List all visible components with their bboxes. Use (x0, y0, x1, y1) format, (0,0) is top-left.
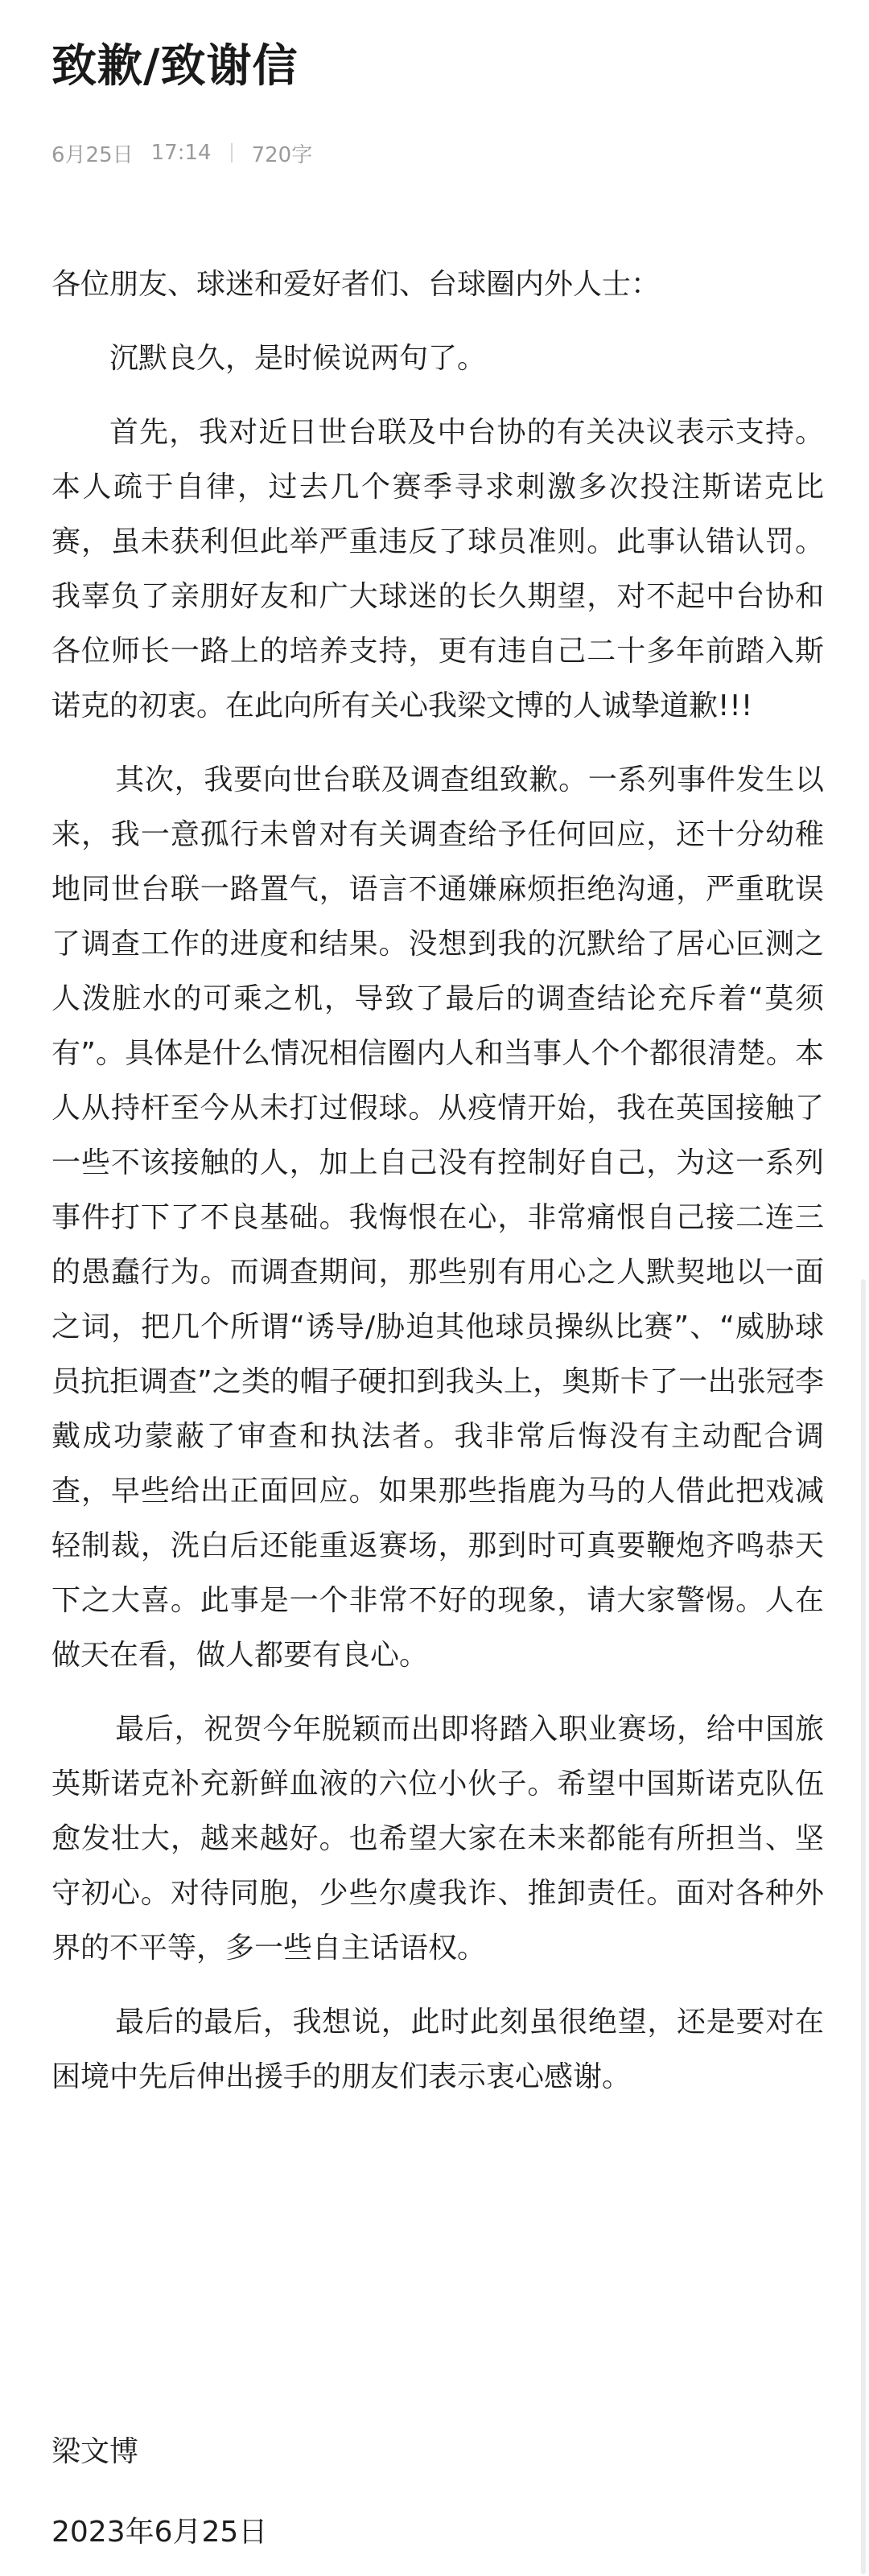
article-meta (51, 137, 824, 169)
article-body (51, 257, 824, 2105)
signed-date: 2023年6月25日 (51, 2516, 268, 2549)
signature: 梁文博 (51, 2435, 139, 2468)
paragraph-opening: 沉默良久，是时候说两句了。 (109, 342, 487, 375)
article-title: 致歉/致谢信 (51, 40, 299, 93)
paragraph-third: 最后，祝贺今年脱颖而出即将踏入职业赛场，给中国旅英斯诺克补充新鲜血液的六位小伙子。希望中国斯诺克队伍愈发壮大，越来越好。也希望大家在未来都能有所担当、坚守初心。对待同胞，少些尔虞我诈、推卸责任。面对各种外界的不平等，多一些自主话语权。 (51, 1713, 824, 1965)
publish-date: 6月25日 (51, 142, 134, 167)
paragraph-final: 最后的最后，我想说，此时此刻虽很绝望，还是要对在困境中先后伸出援手的朋友们表示衷心感谢。 (51, 2006, 824, 2093)
meta-divider (231, 143, 233, 163)
paragraph-second: 其次，我要向世台联及调查组致歉。一系列事件发生以来，我一意孤行未曾对有关调查给予任何回应，还十分幼稚地同世台联一路置气，语言不通嫌麻烦拒绝沟通，严重耽误了调查工作的进度和结果。没想到我的沉默给了居心叵测之人泼脏水的可乘之机，导致了最后的调查结论充斥着“莫须有”。具体是什么情况相信圈内人和当事人个个都很清楚。本人从持杆至今从未打过假球。从疫情开始，我在英国接触了一些不该接触的人，加上自己没有控制好自己，为这一系列事件打下了不良基础。我悔恨在心，非常痛恨自己接二连三的愚蠢行为。而调查期间，那些别有用心之人默契地以一面之词，把几个所谓“诱导/胁迫其他球员操纵比赛”、“威胁球员抗拒调查”之类的帽子硬扣到我头上，奥斯卡了一出张冠李戴成功蒙蔽了审查和执法者。我非常后悔没有主动配合调查，早些给出正面回应。如果那些指鹿为马的人借此把戏减轻制裁，洗白后还能重返赛场，那到时可真要鞭炮齐鸣恭天下之大喜。此事是一个非常不好的现象，请大家警惕。人在做天在看，做人都要有良心。 (51, 763, 824, 1672)
publish-time: 17:14 (150, 141, 212, 165)
scrollbar-track[interactable] (861, 1279, 866, 2574)
word-count: 720字 (251, 142, 313, 167)
paragraph-first: 首先，我对近日世台联及中台协的有关决议表示支持。本人疏于自律，过去几个赛季寻求刺激多次投注斯诺克比赛，虽未获利但此举严重违反了球员准则。此事认错认罚。我辜负了亲朋好友和广大球迷的长久期望，对不起中台协和各位师长一路上的培养支持，更有违自己二十多年前踏入斯诺克的初衷。在此向所有关心我梁文博的人诚挚道歉!!! (51, 416, 824, 722)
greeting: 各位朋友、球迷和爱好者们、台球圈内外人士： (51, 268, 661, 301)
